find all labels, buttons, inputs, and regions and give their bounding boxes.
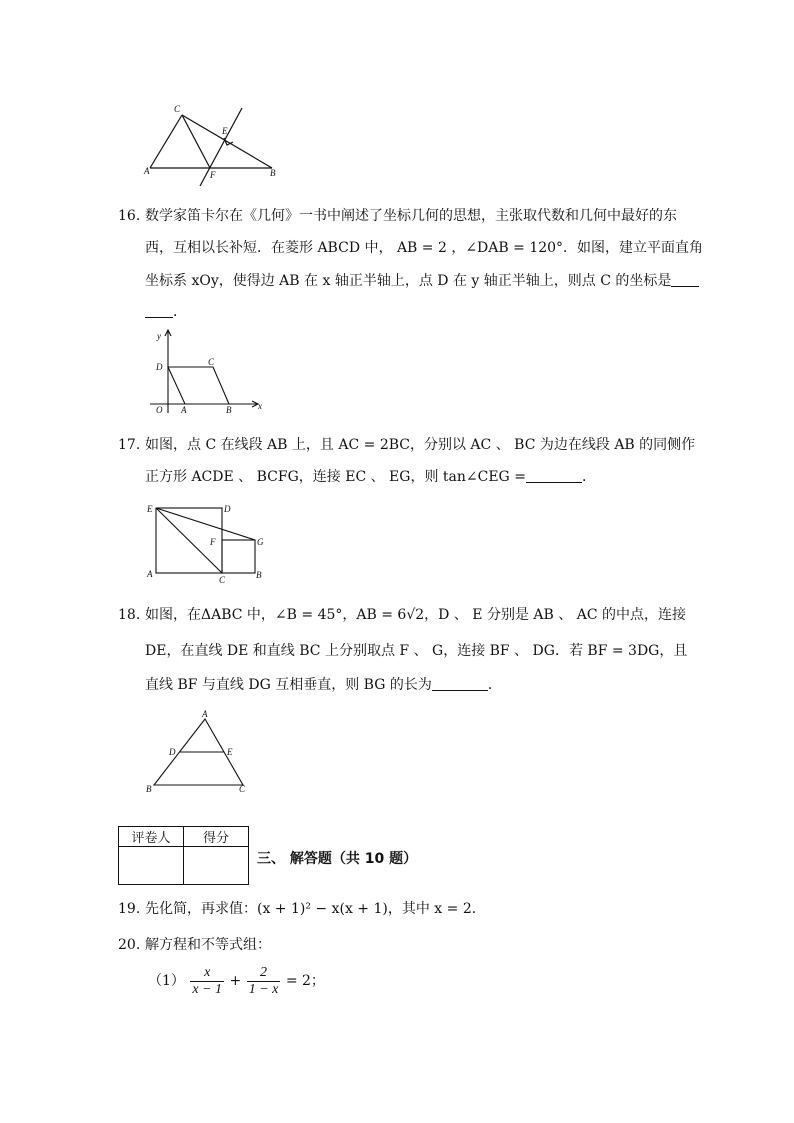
- label-d: D: [224, 504, 231, 514]
- q19-number: 19.: [118, 901, 141, 917]
- figure-q16: [140, 325, 270, 420]
- q19-text: 先化简，再求值：(x + 1)² − x(x + 1)，其中 x = 2．: [145, 901, 486, 917]
- q18-number: 18.: [118, 607, 141, 623]
- q20-part-1: [148, 964, 325, 998]
- score-header: 得分: [184, 827, 249, 847]
- label-a: A: [181, 405, 187, 415]
- fraction-2-denominator: 1 − x: [248, 981, 279, 997]
- q20-text: 解方程和不等式组：: [145, 937, 271, 953]
- label-b: B: [146, 784, 152, 794]
- label-g: G: [257, 537, 264, 547]
- q18-answer-blank: [432, 678, 488, 691]
- q18-line-3: [145, 677, 502, 694]
- label-d: D: [156, 362, 163, 372]
- axis-label-y: y: [157, 331, 161, 341]
- q17-line-2: [145, 469, 596, 486]
- segment-eg: [156, 508, 255, 540]
- q16-line-4: [145, 304, 187, 321]
- reviewer-header: 评卷人: [119, 827, 184, 847]
- q17-answer-blank: [526, 470, 582, 483]
- label-c: C: [219, 575, 226, 585]
- square-bcfg: [222, 540, 255, 573]
- q16-line-2: 西，互相以长补短．在菱形 ABCD 中， AB = 2 ，∠DAB = 120°．如图，建立平面直角: [145, 240, 704, 256]
- segment-ca: [150, 115, 182, 168]
- q17-line-1: 如图，点 C 在线段 AB 上，且 AC = 2BC，分别以 AC 、 BC 为边在线段 AB 的同侧作: [145, 437, 696, 453]
- q16-number: 16.: [118, 208, 141, 224]
- q16-answer-blank-a: [671, 274, 699, 287]
- label-c: C: [239, 784, 246, 794]
- fraction-2: [247, 965, 281, 998]
- q16-line-1: 数学家笛卡尔在《几何》一书中阐述了坐标几何的思想，主张取代数和几何中最好的东: [145, 208, 677, 224]
- label-f: F: [210, 170, 216, 180]
- label-e: E: [147, 504, 153, 514]
- figure-q15: [140, 100, 285, 190]
- rhombus-abcd: [168, 367, 229, 404]
- q18-line-3-end: ．: [487, 677, 502, 693]
- section-title: 三、 解答题（共 10 题）: [257, 851, 418, 867]
- reviewer-cell: [119, 847, 184, 885]
- q18-line-1: 如图，在ΔABC 中，∠B = 45°，AB = 6√2，D 、 E 分别是 AB 、 AC 的中点，连接: [145, 607, 686, 623]
- label-b: B: [226, 405, 232, 415]
- plus-sign: +: [229, 973, 242, 989]
- fraction-1-denominator: x − 1: [192, 981, 223, 997]
- q17-number: 17.: [118, 437, 141, 453]
- q16-answer-blank-b: [145, 305, 173, 318]
- fraction-1: [190, 965, 224, 998]
- figure-q18: [140, 705, 260, 797]
- label-a: A: [144, 166, 150, 176]
- label-b: B: [270, 168, 276, 178]
- q18-line-3-text: 直线 BF 与直线 DG 互相垂直，则 BG 的长为: [145, 677, 432, 693]
- label-a: A: [147, 569, 153, 579]
- label-a: A: [202, 709, 208, 719]
- label-d: D: [169, 747, 176, 757]
- figure-q17: [140, 500, 275, 585]
- q17-line-2-text: 正方形 ACDE 、 BCFG，连接 EC 、 EG，则 tan∠CEG =: [145, 469, 526, 485]
- q16-line-3: [145, 273, 699, 290]
- label-b: B: [256, 570, 262, 580]
- q20-number: 20.: [118, 937, 141, 953]
- q16-line-4-end: ．: [173, 304, 187, 320]
- score-cell: [184, 847, 249, 885]
- score-table: [118, 826, 249, 885]
- label-o: O: [156, 405, 163, 415]
- q16-line-3-text: 坐标系 xOy，使得边 AB 在 x 轴正半轴上，点 D 在 y 轴正半轴上，则点 C 的坐标是: [145, 273, 672, 289]
- axis-label-x: x: [258, 401, 262, 411]
- label-c: C: [208, 357, 215, 367]
- label-e: E: [227, 747, 233, 757]
- q20-part-1-label: （1）: [148, 973, 185, 989]
- equation-rhs: = 2；: [285, 973, 325, 989]
- q18-line-2: DE，在直线 DE 和直线 BC 上分别取点 F 、 G，连接 BF 、 DG．若 BF = 3DG，且: [145, 643, 688, 659]
- label-c: C: [174, 104, 181, 114]
- q17-line-2-end: ．: [581, 469, 596, 485]
- fraction-2-numerator: 2: [247, 965, 281, 982]
- label-f: F: [210, 537, 216, 547]
- label-e: E: [222, 126, 228, 136]
- fraction-1-numerator: x: [190, 965, 224, 982]
